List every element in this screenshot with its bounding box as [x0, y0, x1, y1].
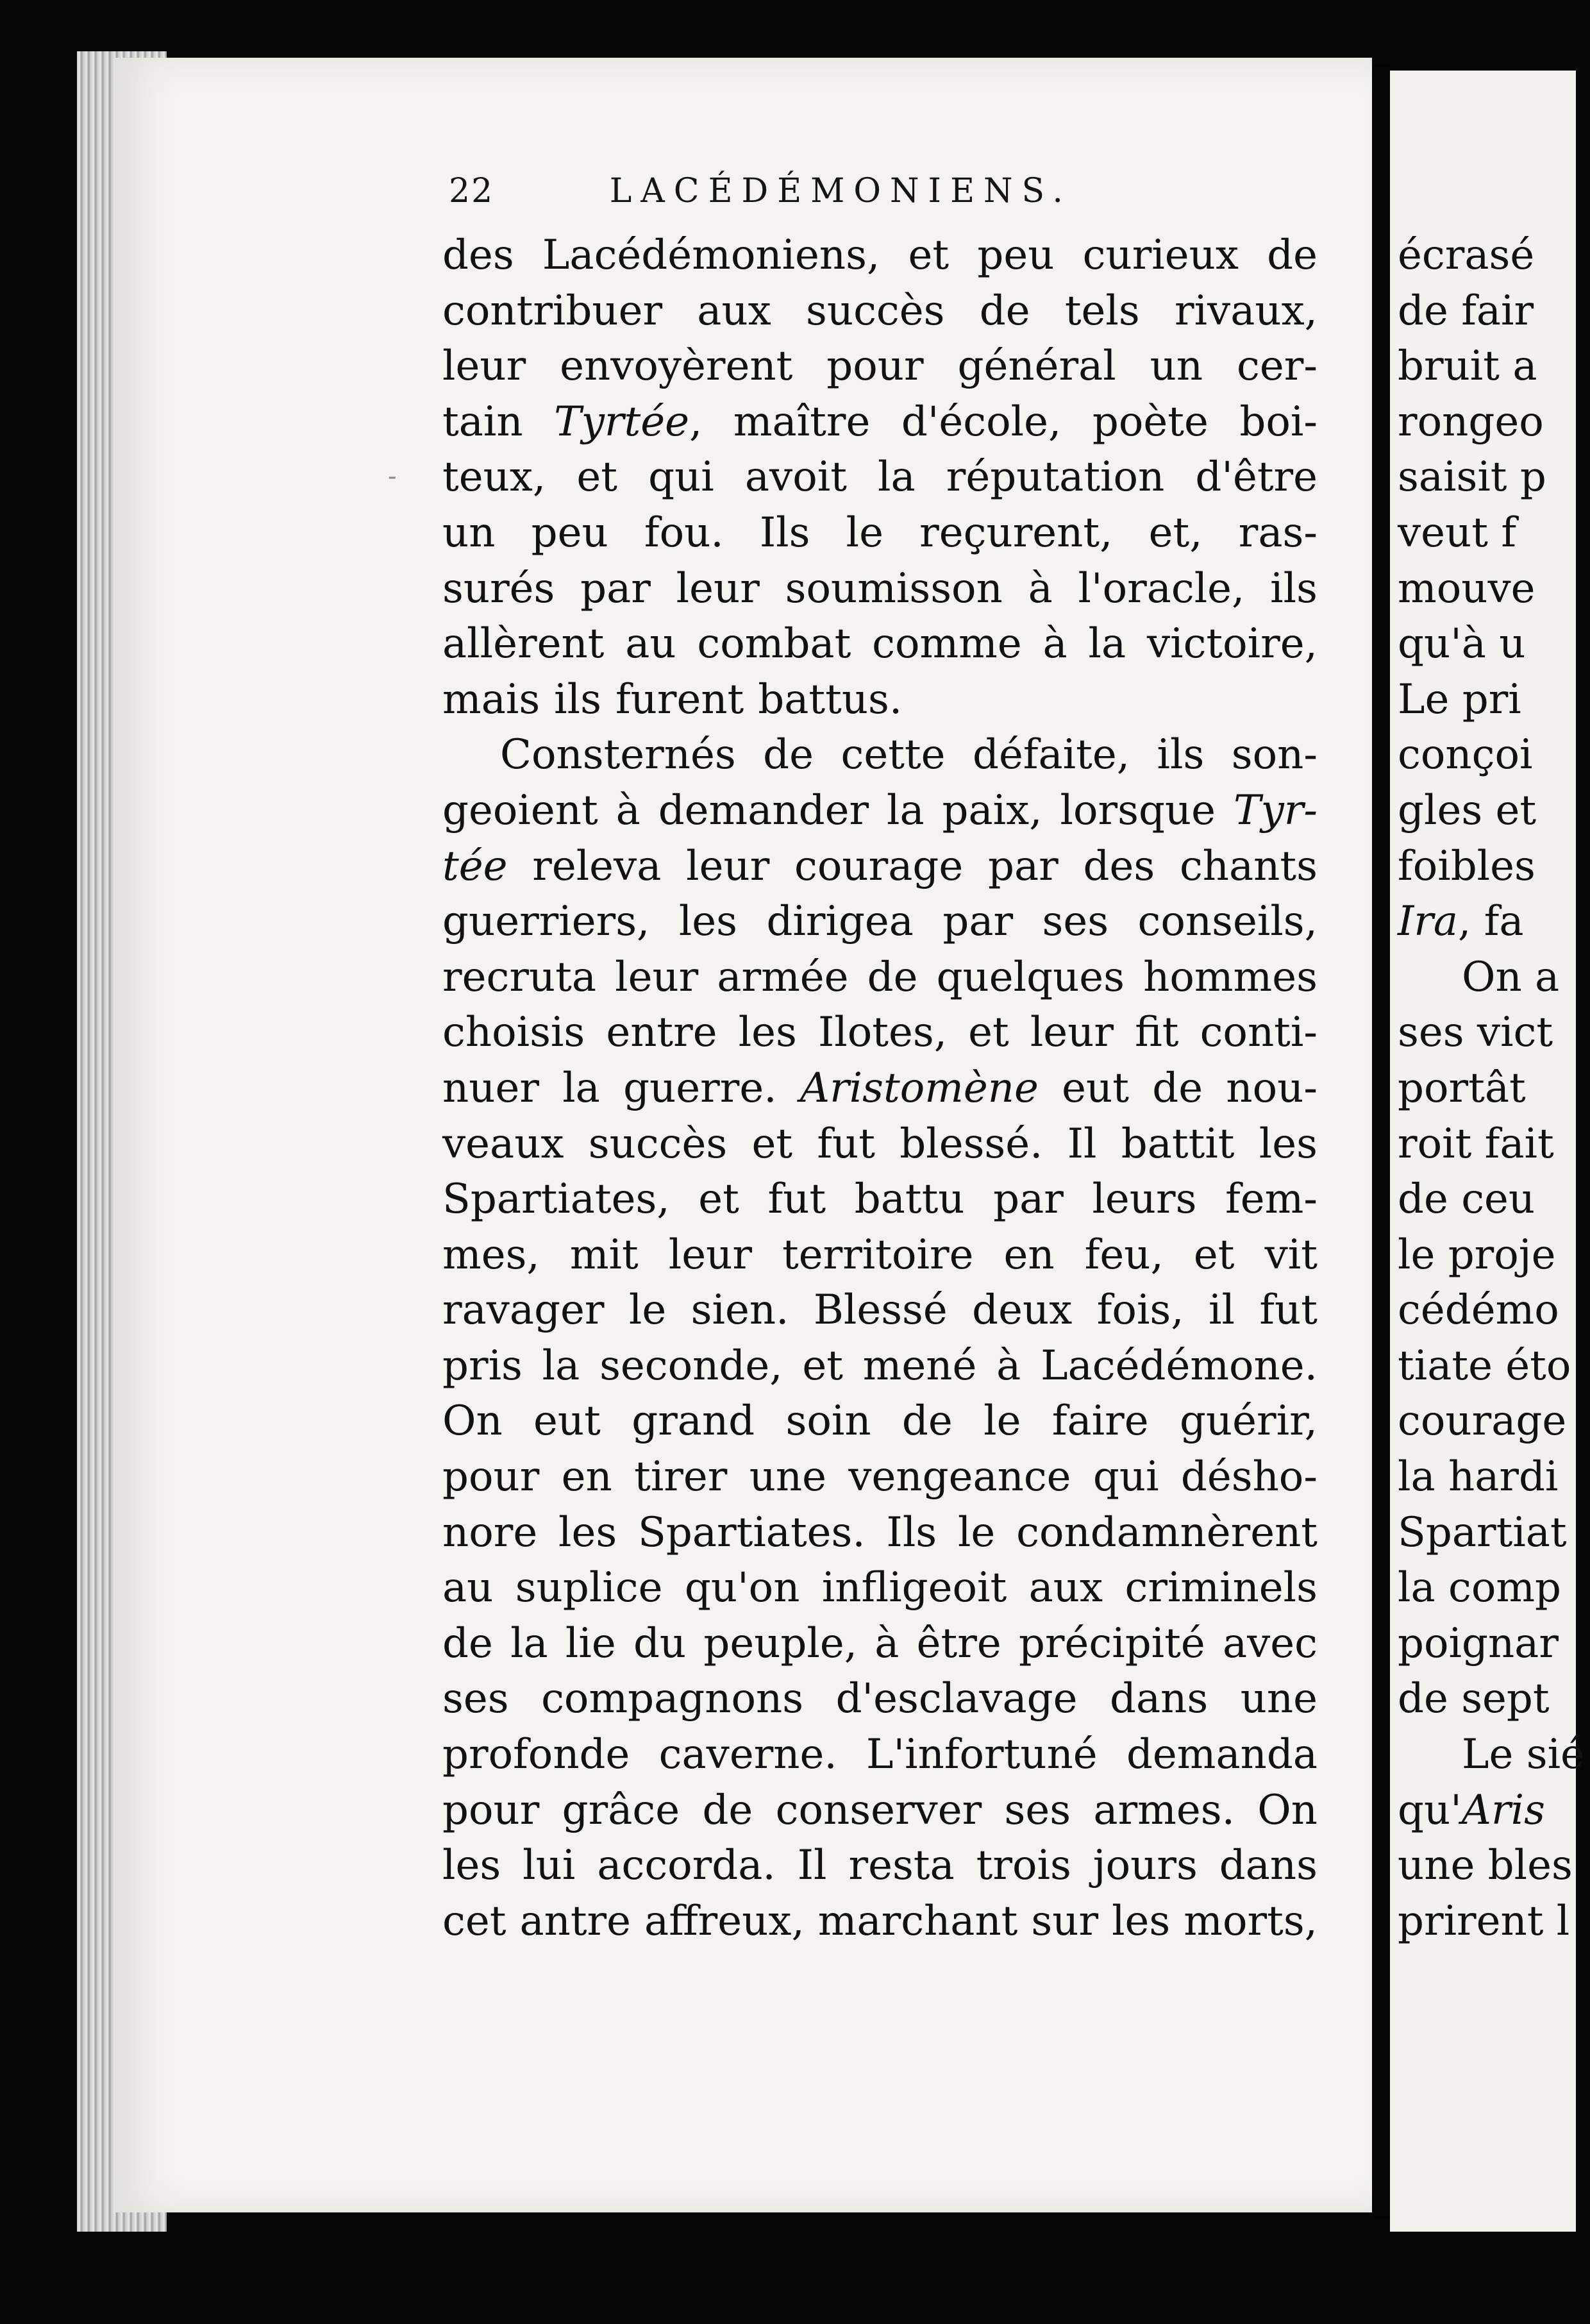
- word: de: [702, 1786, 753, 1834]
- word: et: [1193, 1231, 1235, 1279]
- text-line: la hardi: [1398, 1453, 1559, 1501]
- word: profonde: [442, 1731, 630, 1779]
- word: sien.: [690, 1286, 789, 1335]
- word: les: [678, 898, 737, 946]
- word: avoit: [744, 453, 847, 501]
- word: cette: [841, 731, 946, 779]
- word: ils: [554, 675, 601, 723]
- word: compagnons: [541, 1675, 804, 1723]
- word: jours: [1092, 1842, 1198, 1890]
- word: désho-: [1180, 1453, 1318, 1501]
- text-line: [442, 339, 1318, 394]
- running-header: [449, 172, 1154, 223]
- word: défaite,: [972, 731, 1130, 779]
- text-line: On a: [1462, 953, 1560, 1001]
- word: de: [901, 1397, 953, 1445]
- word: surés: [442, 564, 555, 612]
- word: par: [942, 898, 1014, 946]
- word: la: [886, 786, 925, 834]
- word: fois,: [1096, 1286, 1184, 1335]
- word: teux,: [442, 453, 546, 501]
- word: d'école,: [901, 398, 1062, 446]
- word: la: [878, 453, 916, 501]
- text-line: prirent l: [1398, 1897, 1570, 1945]
- word: leur: [442, 342, 526, 391]
- word: battus.: [758, 675, 903, 723]
- word: d'esclavage: [835, 1675, 1078, 1723]
- word: de: [867, 953, 918, 1001]
- word: de: [763, 731, 814, 779]
- word: curieux: [1082, 232, 1239, 279]
- text-line: le proje: [1398, 1231, 1556, 1279]
- word: pris: [442, 1342, 523, 1390]
- word: Aristomène: [799, 1064, 1039, 1112]
- word: mené: [862, 1342, 977, 1390]
- word: leur: [676, 564, 760, 612]
- word: ras-: [1238, 509, 1318, 557]
- text-line: Le pri: [1398, 675, 1521, 723]
- word: guerriers,: [442, 898, 650, 946]
- word: et: [908, 232, 950, 279]
- text-line: cédémo: [1398, 1286, 1559, 1335]
- word: chants: [1179, 842, 1318, 890]
- word: Ils: [759, 509, 810, 557]
- word: conseils,: [1137, 898, 1318, 946]
- word: du: [633, 1619, 687, 1667]
- word: qui: [1092, 1453, 1159, 1501]
- word: leur: [668, 1231, 752, 1279]
- text-line: courage: [1398, 1397, 1567, 1445]
- word: tirer: [634, 1453, 728, 1501]
- word: nore: [442, 1508, 538, 1556]
- word: antre: [519, 1897, 632, 1945]
- word: cet: [442, 1897, 506, 1945]
- word: Il: [1067, 1120, 1097, 1168]
- word: rivaux,: [1174, 287, 1318, 335]
- word: grâce: [562, 1786, 680, 1834]
- text-line: [442, 1616, 1318, 1672]
- word: et,: [1148, 509, 1203, 557]
- text-line: [442, 1449, 1318, 1505]
- word: leur: [1030, 1009, 1114, 1057]
- text-line: tiate éto: [1398, 1342, 1571, 1390]
- word: fut: [817, 1120, 875, 1168]
- word: à: [996, 1342, 1021, 1390]
- word: geoient: [442, 786, 598, 834]
- word: lorsque: [1060, 786, 1216, 834]
- text-line: Ira , fa: [1398, 898, 1524, 946]
- word: conti-: [1200, 1009, 1318, 1057]
- text-line: [442, 561, 1318, 617]
- text-line: [442, 283, 1318, 339]
- text-line: veut f: [1398, 509, 1516, 557]
- word: lui: [523, 1842, 576, 1890]
- text-line: poignar: [1398, 1619, 1559, 1667]
- text-line: [442, 1894, 1318, 1949]
- word: caverne.: [658, 1731, 837, 1779]
- text-line: de fair: [1398, 287, 1534, 335]
- word: conserver: [775, 1786, 982, 1834]
- text-line: [442, 894, 1318, 950]
- word: lie: [565, 1619, 616, 1667]
- word: eut: [1062, 1064, 1129, 1112]
- word: tels: [1064, 287, 1140, 335]
- text-line: qu'à u: [1398, 620, 1526, 668]
- text-line: [442, 1838, 1318, 1894]
- text-line: [442, 505, 1318, 561]
- word: une: [749, 1453, 826, 1501]
- word: à: [874, 1619, 900, 1667]
- word: sur: [1031, 1897, 1099, 1945]
- word: au: [625, 620, 676, 668]
- word: dans: [1109, 1675, 1209, 1723]
- word: Ilotes,: [817, 1009, 948, 1057]
- text-line: conçoi: [1398, 731, 1533, 779]
- text-line: roit fait: [1398, 1120, 1554, 1168]
- text-line: [442, 727, 1318, 783]
- word: général: [957, 342, 1116, 391]
- word: guérir,: [1179, 1397, 1318, 1445]
- word: la: [1088, 620, 1126, 668]
- word: le: [846, 509, 883, 557]
- text-line: foibles: [1398, 842, 1536, 890]
- word: fit: [1135, 1009, 1179, 1057]
- word: soin: [785, 1397, 871, 1445]
- word: aux: [697, 287, 771, 335]
- word: succès: [806, 287, 945, 335]
- margin-dash: -: [388, 462, 397, 491]
- word: entre: [606, 1009, 717, 1057]
- word: à: [615, 786, 640, 834]
- word: un: [442, 509, 496, 557]
- text-line: [442, 783, 1318, 839]
- word: battu: [854, 1175, 965, 1224]
- word: releva: [532, 842, 662, 890]
- word: en: [561, 1453, 612, 1501]
- word: ses: [1004, 1786, 1071, 1834]
- word: qu'on: [684, 1564, 800, 1612]
- word: son-: [1231, 731, 1318, 779]
- word: de: [442, 1619, 493, 1667]
- word: grand: [632, 1397, 755, 1445]
- word: peu: [977, 232, 1055, 279]
- word: fut: [767, 1175, 826, 1224]
- text-line: de ceu: [1398, 1175, 1536, 1224]
- text-line: [442, 1227, 1318, 1283]
- word: la: [510, 1619, 548, 1667]
- word: les: [442, 1842, 501, 1890]
- word: et: [698, 1175, 739, 1224]
- word: Consternés: [500, 731, 736, 779]
- word: suplice: [515, 1564, 663, 1612]
- text-line: gles et: [1398, 786, 1537, 834]
- word: hommes: [1143, 953, 1318, 1001]
- word: il: [1209, 1286, 1235, 1335]
- word: maître: [733, 398, 871, 446]
- word: poète: [1092, 398, 1209, 446]
- word: seconde,: [599, 1342, 783, 1390]
- word: armes.: [1093, 1786, 1235, 1834]
- word: le: [628, 1286, 667, 1335]
- word: tée: [442, 842, 508, 890]
- word: contribuer: [442, 287, 663, 335]
- word: par: [580, 564, 651, 612]
- word: la: [542, 1342, 580, 1390]
- text-line: [442, 1671, 1318, 1727]
- word: affreux,: [644, 1897, 805, 1945]
- word: feu,: [1084, 1231, 1164, 1279]
- text-line: ses vict: [1398, 1009, 1553, 1057]
- text-line: [442, 450, 1318, 505]
- text-line: [442, 394, 1318, 450]
- word: en: [1003, 1231, 1055, 1279]
- text-line: [442, 228, 1318, 283]
- word: infligeoit: [821, 1564, 1007, 1612]
- word: ils: [1270, 564, 1318, 612]
- word: le: [957, 1508, 996, 1556]
- text-line: [442, 839, 1318, 895]
- word: ses: [442, 1675, 509, 1723]
- text-line: [442, 1560, 1318, 1616]
- text-line: [442, 1727, 1318, 1783]
- word: combat: [697, 620, 851, 668]
- word: dirigea: [766, 898, 914, 946]
- word: mais: [442, 675, 540, 723]
- word: vit: [1264, 1231, 1318, 1279]
- word: fou.: [644, 509, 724, 557]
- word: précipité: [1018, 1619, 1205, 1667]
- word: trois: [976, 1842, 1071, 1890]
- text-line: [442, 1505, 1318, 1561]
- word: Lacédémone.: [1041, 1342, 1318, 1390]
- word: cer-: [1237, 342, 1318, 391]
- word: ravager: [442, 1286, 605, 1335]
- word: et: [751, 1120, 793, 1168]
- word: Ils: [886, 1508, 937, 1556]
- word: vengeance: [848, 1453, 1071, 1501]
- word: être: [916, 1619, 1001, 1667]
- word: eut: [533, 1397, 601, 1445]
- text-line: portât: [1398, 1064, 1526, 1112]
- text-line: [442, 1061, 1318, 1116]
- word: furent: [615, 675, 744, 723]
- word: de: [1152, 1064, 1203, 1112]
- word: demander: [658, 786, 869, 834]
- text-line: [442, 950, 1318, 1006]
- word: qui: [648, 453, 714, 501]
- text-line: [442, 1783, 1318, 1839]
- word: armée: [717, 953, 849, 1001]
- word: le: [983, 1397, 1021, 1445]
- word: leur: [686, 842, 770, 890]
- text-line: la comp: [1398, 1564, 1561, 1612]
- word: Blessé: [813, 1286, 948, 1335]
- word: aux: [1028, 1564, 1103, 1612]
- text-line: une bles: [1398, 1842, 1573, 1890]
- word: fut: [1259, 1286, 1318, 1335]
- word: les: [1259, 1120, 1318, 1168]
- word: allèrent: [442, 620, 605, 668]
- left-page-text: [442, 228, 1318, 1949]
- word: pour: [442, 1453, 540, 1501]
- word: veaux: [442, 1120, 564, 1168]
- word: reçurent,: [919, 509, 1113, 557]
- word: de: [1267, 232, 1318, 279]
- word: réputation: [946, 453, 1165, 501]
- word: Spartiates,: [442, 1175, 670, 1224]
- word: accorda.: [597, 1842, 776, 1890]
- running-title: LACÉDÉMONIENS.: [609, 172, 1072, 210]
- word: peuple,: [703, 1619, 858, 1667]
- word: les: [558, 1508, 617, 1556]
- word: au: [442, 1564, 494, 1612]
- word: mit: [569, 1231, 639, 1279]
- word: pour: [826, 342, 924, 391]
- text-line: saisit p: [1398, 453, 1546, 501]
- word: faire: [1051, 1397, 1149, 1445]
- word: comme: [872, 620, 1022, 668]
- word: à: [1042, 620, 1067, 668]
- text-line: [442, 1172, 1318, 1227]
- word: leur: [615, 953, 699, 1001]
- word: paix,: [942, 786, 1042, 834]
- word: ils: [1157, 731, 1205, 779]
- word: avec: [1222, 1619, 1318, 1667]
- word: Tyrtée,: [554, 398, 703, 446]
- text-line: Le sié: [1462, 1731, 1585, 1779]
- word: Spartiates.: [638, 1508, 866, 1556]
- word: recruta: [442, 953, 596, 1001]
- word: soumisson: [785, 564, 1003, 612]
- word: condamnèrent: [1016, 1508, 1318, 1556]
- word: une: [1240, 1675, 1318, 1723]
- word: les: [1112, 1897, 1171, 1945]
- word: par: [988, 842, 1059, 890]
- word: un: [1150, 342, 1203, 391]
- text-line: qu' Aris: [1398, 1786, 1545, 1834]
- word: succès: [588, 1120, 728, 1168]
- word: des: [1083, 842, 1155, 890]
- word: victoire,: [1146, 620, 1318, 668]
- word: pour: [442, 1786, 540, 1834]
- text-line: écrasé: [1398, 232, 1535, 279]
- word: l'oracle,: [1078, 564, 1245, 612]
- word: les: [738, 1009, 797, 1057]
- word: peu: [531, 509, 608, 557]
- book-gutter: [1372, 64, 1390, 2219]
- word: Il: [797, 1842, 827, 1890]
- word: L'infortuné: [866, 1731, 1098, 1779]
- word: dans: [1219, 1842, 1318, 1890]
- text-line: Spartiat: [1398, 1508, 1567, 1556]
- word: blessé.: [900, 1120, 1043, 1168]
- word: par: [993, 1175, 1064, 1224]
- word: On: [442, 1397, 503, 1445]
- text-line: de sept: [1398, 1675, 1550, 1723]
- word: Tyr-: [1233, 786, 1318, 834]
- word: et: [968, 1009, 1009, 1057]
- text-line: rongeo: [1398, 398, 1544, 446]
- word: morts,: [1184, 1897, 1318, 1945]
- word: Lacédémoniens,: [542, 232, 880, 279]
- word: de: [979, 287, 1030, 335]
- word: nou-: [1226, 1064, 1318, 1112]
- word: marchant: [817, 1897, 1018, 1945]
- word: criminels: [1125, 1564, 1318, 1612]
- word: nuer: [442, 1064, 539, 1112]
- word: leurs: [1092, 1175, 1197, 1224]
- word: resta: [848, 1842, 955, 1890]
- text-line: bruit a: [1398, 342, 1537, 391]
- word: des: [442, 232, 514, 279]
- text-line: [442, 1116, 1318, 1172]
- text-line: [442, 1005, 1318, 1061]
- text-line: [442, 672, 1318, 728]
- word: envoyèrent: [560, 342, 793, 391]
- text-line: mouve: [1398, 564, 1536, 612]
- text-line: [442, 616, 1318, 672]
- word: deux: [972, 1286, 1073, 1335]
- word: mes,: [442, 1231, 540, 1279]
- word: boi-: [1239, 398, 1318, 446]
- word: territoire: [782, 1231, 974, 1279]
- word: guerre.: [623, 1064, 777, 1112]
- word: demanda: [1126, 1731, 1318, 1779]
- word: On: [1257, 1786, 1318, 1834]
- word: battit: [1121, 1120, 1235, 1168]
- word: fem-: [1225, 1175, 1318, 1224]
- word: tain: [442, 398, 523, 446]
- word: la: [562, 1064, 600, 1112]
- text-line: [442, 1338, 1318, 1394]
- word: et: [576, 453, 617, 501]
- word: d'être: [1195, 453, 1318, 501]
- page-number: 22: [449, 172, 494, 210]
- word: choisis: [442, 1009, 585, 1057]
- word: à: [1028, 564, 1053, 612]
- text-line: [442, 1283, 1318, 1338]
- word: quelques: [936, 953, 1125, 1001]
- right-page-text: [1398, 228, 1590, 1949]
- word: ses: [1042, 898, 1109, 946]
- text-line: [442, 1394, 1318, 1449]
- word: courage: [794, 842, 964, 890]
- word: et: [802, 1342, 843, 1390]
